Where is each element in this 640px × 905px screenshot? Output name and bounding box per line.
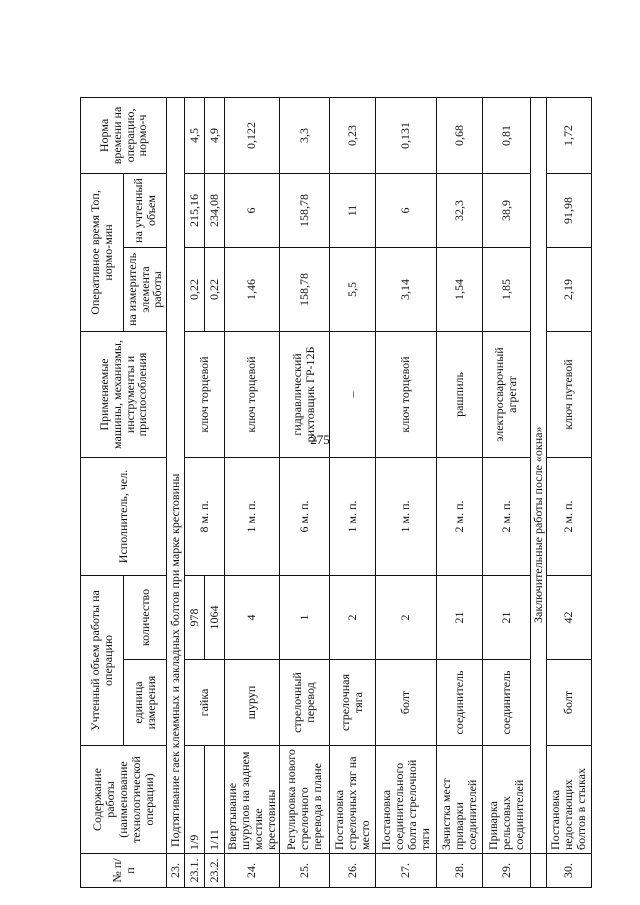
table-row [279,97,329,887]
row-qty: 2 [329,575,375,659]
row-content: Постановка недостающих болтов в стыках [546,746,591,854]
row-performer: 1 м. п. [225,457,280,575]
header-unit: единица измерения [124,660,167,746]
row-content: Ввертывание шурупов на заднем мостике крестовины [225,746,280,854]
table-row [167,97,185,887]
row-per-volume: 91,98 [546,173,591,247]
row-per-unit: 158,78 [279,247,329,331]
row-performer: 2 м. п. [546,457,591,575]
header-optime: Оперативное время Топ, нормо-мин [81,173,124,331]
row-norm: 3,3 [279,97,329,173]
row-unit: шуруп [225,660,280,746]
row-per-unit: 0,22 [185,247,205,331]
row-performer: 1 м. п. [329,457,375,575]
table-row [329,97,375,887]
row-tools: рашпиль [436,331,482,457]
row-unit: болт [546,660,591,746]
row-tools: ключ путевой [546,331,591,457]
row-qty: 978 [185,575,205,659]
row-performer: 2 м. п. [436,457,482,575]
row-content: Регулировка нового стрелочного перевода в плане [279,746,329,854]
row-per-volume: 6 [225,173,280,247]
row-tools: ключ торцевой [185,331,225,457]
row-tools: электросварочный агрегат [482,331,530,457]
row-num: 28. [436,854,482,888]
table-row [482,97,530,887]
row-unit: соединитель [482,660,530,746]
row-num: 25. [279,854,329,888]
row-num [530,854,546,888]
row-num: 29. [482,854,530,888]
row-per-unit: 3,14 [375,247,436,331]
row-num: 24. [225,854,280,888]
row-qty: 4 [225,575,280,659]
row-per-volume: 32,3 [436,173,482,247]
header-volume: Учтенный объем работы на операцию [81,575,124,745]
header-per-volume: на учтенный объем [124,173,167,247]
row-unit: гайка [185,660,225,746]
row-num: 23. [167,854,185,888]
row-qty: 21 [436,575,482,659]
table-row [185,97,205,887]
row-num: 27. [375,854,436,888]
row-qty: 42 [546,575,591,659]
row-norm: 0,131 [375,97,436,173]
row-unit: соединитель [436,660,482,746]
section-title: Заключительные работы после «окна» [530,97,546,853]
row-per-unit: 5,5 [329,247,375,331]
row-num: 23.1. [185,854,205,888]
table-row [436,97,482,887]
row-num: 26. [329,854,375,888]
row-per-volume: 6 [375,173,436,247]
row-num: 23.2. [205,854,225,888]
row-per-volume: 158,78 [279,173,329,247]
row-per-unit: 1,85 [482,247,530,331]
row-per-unit: 2,19 [546,247,591,331]
header-content: Содержание работы (наименование технологической операции) [81,746,167,854]
row-tools: – [329,331,375,457]
header-performer: Исполнитель, чел. [81,457,167,575]
row-norm: 0,122 [225,97,280,173]
row-norm: 4,9 [205,97,225,173]
row-per-unit: 1,54 [436,247,482,331]
row-qty: 21 [482,575,530,659]
header-per-unit: на измеритель элемента работы [124,247,167,331]
row-unit: болт [375,660,436,746]
row-content: Постановка соединительного болта стрелочной тяги [375,746,436,854]
row-tools: ключ торцевой [225,331,280,457]
header-num: № п/п [81,854,167,888]
row-tools: гидравлический рихтовщик ГР-12Б [279,331,329,457]
header-qty: количество [124,575,167,659]
row-per-volume: 215,16 [185,173,205,247]
header-norm: Норма времени на операцию, нормо-ч [81,97,167,173]
row-norm: 0,23 [329,97,375,173]
row-unit: стрелочная тяга [329,660,375,746]
page-number: 275 [310,432,330,447]
row-num: 30. [546,854,591,888]
row-per-volume: 234,08 [205,173,225,247]
section-title: Подтягивание гаек клеммных и закладных болтов при марке крестовины [167,97,185,853]
row-qty: 1064 [205,575,225,659]
norms-table-container [80,98,640,883]
row-performer: 8 м. п. [185,457,225,575]
table-row [375,97,436,887]
row-per-volume: 38,9 [482,173,530,247]
row-per-unit: 1,46 [225,247,280,331]
row-performer: 2 м. п. [482,457,530,575]
row-qty: 1 [279,575,329,659]
row-norm: 0,81 [482,97,530,173]
row-unit: стрелочный перевод [279,660,329,746]
row-norm: 1,72 [546,97,591,173]
row-norm: 4,5 [185,97,205,173]
row-qty: 2 [375,575,436,659]
row-content: Приварка рельсовых соединителей [482,746,530,854]
row-performer: 1 м. п. [375,457,436,575]
table-row [546,97,591,887]
norms-table [80,97,592,888]
row-per-unit: 0,22 [205,247,225,331]
table-row [225,97,280,887]
row-per-volume: 11 [329,173,375,247]
table-row [530,97,546,887]
header-tools: Применяемые машины, механизмы, инструменты и приспособления [81,331,167,457]
row-norm: 0,68 [436,97,482,173]
row-content: Зачистка мест приварки соединителей [436,746,482,854]
row-content: Постановка стрелочных тяг на место [329,746,375,854]
row-tools: ключ торцевой [375,331,436,457]
row-content: 1/9 [185,746,205,854]
row-content: 1/11 [205,746,225,854]
row-performer: 6 м. п. [279,457,329,575]
